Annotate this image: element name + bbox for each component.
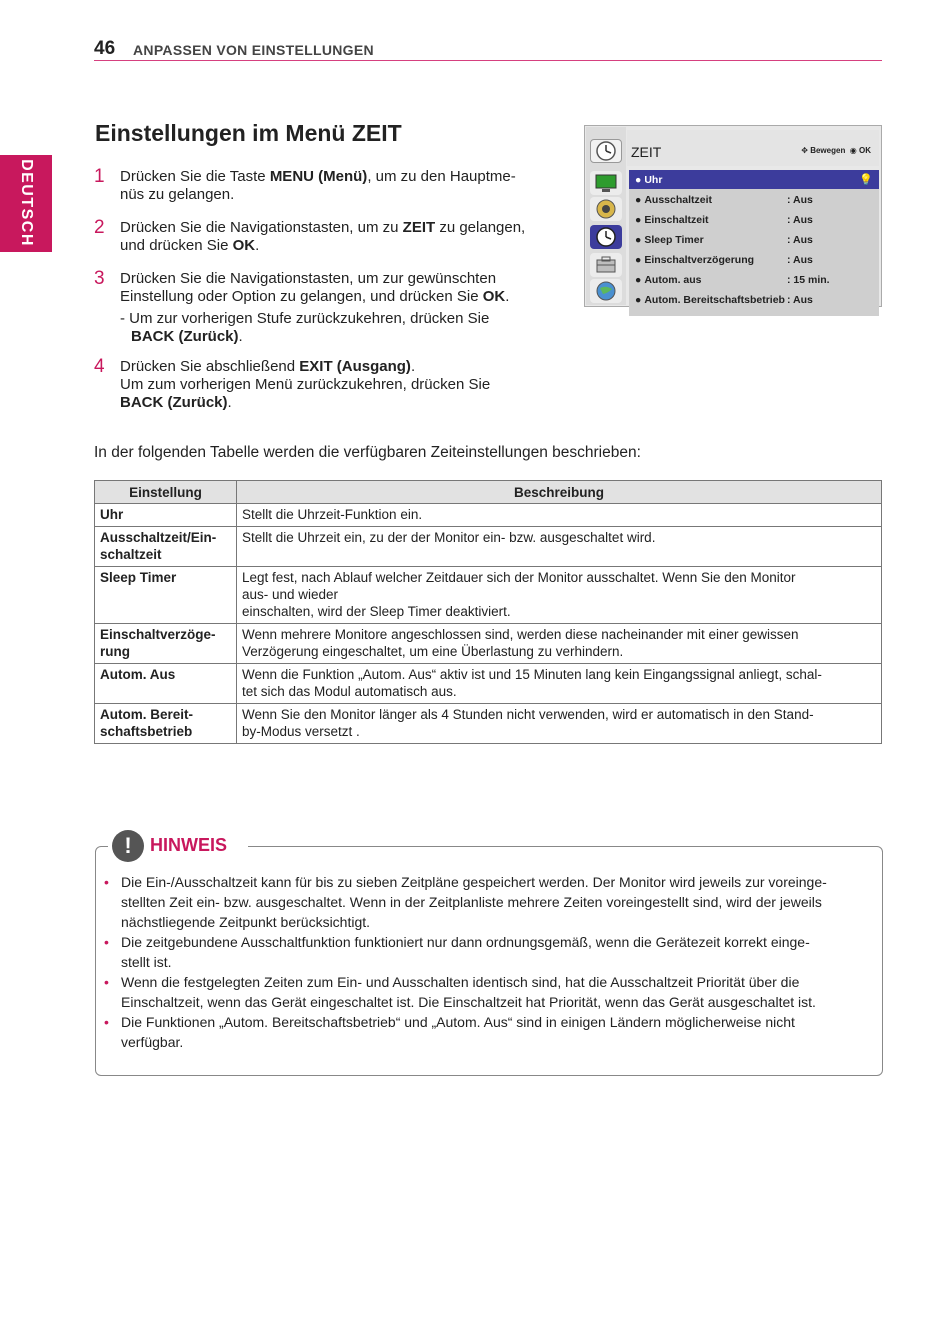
setting-description (237, 704, 882, 744)
osd-item-list (629, 170, 879, 316)
step-text: . (238, 328, 243, 345)
setting-name-text: schaltzeit (100, 547, 162, 562)
note-list (104, 872, 864, 1052)
setting-description-text: by-Modus versetzt . (242, 724, 360, 739)
step-text: , um zu den Hauptme- (367, 168, 516, 185)
step-number: 4 (94, 356, 105, 377)
table-row (95, 567, 882, 624)
note-text: stellt ist. (121, 954, 172, 970)
list-item (104, 1012, 864, 1052)
setting-description-text: Wenn mehrere Monitore angeschlossen sind, werden diese nacheinander mit einer gewissen (242, 627, 799, 642)
note-text: nächstliegende Zeitpunkt berücksichtigt. (121, 914, 371, 930)
setting-description-text: Wenn Sie den Monitor länger als 4 Stunden nicht verwenden, wird er automatisch in den Stand- (242, 707, 814, 722)
note-text: Wenn die festgelegten Zeiten zum Ein- und Ausschalten identisch sind, hat die Ausschaltzeit Priorität über die (121, 974, 800, 990)
step-key: BACK (Zurück) (120, 394, 228, 411)
step-key: ZEIT (402, 219, 436, 236)
step-number: 1 (94, 166, 105, 187)
note-text: Die Funktionen „Autom. Bereitschaftsbetrieb“ und „Autom. Aus“ sind in einigen Ländern möglicherweise nicht (121, 1014, 795, 1030)
step-text: Drücken Sie die Navigationstasten, um zu (120, 219, 403, 236)
step-text: . (410, 358, 416, 375)
osd-item-autom-bereitschaftsbetrieb[interactable]: ● Autom. Bereitschaftsbetrieb : Aus (635, 294, 813, 306)
step-key: OK (232, 237, 256, 254)
monitor-icon (590, 171, 622, 195)
setting-name (95, 664, 237, 704)
step-key: EXIT (Ausgang) (299, 358, 411, 375)
osd-nav-hint (801, 146, 871, 155)
step-text: Drücken Sie abschließend (120, 358, 300, 375)
note-text: Die zeitgebundene Ausschaltfunktion funktioniert nur dann ordnungsgemäß, wenn die Gerätezeit korrekt einge- (121, 934, 810, 950)
osd-item-label: Autom. aus (644, 274, 702, 286)
setting-description-text: tet sich das Modul automatisch aus. (242, 684, 457, 699)
section-title: ANPASSEN VON EINSTELLUNGEN (133, 42, 374, 58)
setting-description-text: Legt fest, nach Ablauf welcher Zeitdauer sich der Monitor ausschaltet. Wenn Sie den Monitor (242, 570, 796, 585)
step-text: Drücken Sie die Taste (120, 168, 270, 185)
osd-item-label: Autom. Bereitschaftsbetrieb (644, 294, 785, 306)
setting-name (95, 624, 237, 664)
note-text: Die Ein-/Ausschaltzeit kann für bis zu sieben Zeitpläne gespeichert werden. Der Monitor wird jeweils zur voreinge- (121, 874, 827, 890)
table-row (95, 624, 882, 664)
osd-item-value: : 15 min. (787, 274, 830, 286)
setting-description (237, 504, 882, 527)
settings-table (94, 480, 882, 744)
step-text: und drücken Sie (120, 237, 233, 254)
osd-item-uhr[interactable]: ● Uhr 💡 (629, 170, 879, 189)
step-text: . (227, 394, 232, 411)
table-row (95, 664, 882, 704)
osd-category-sidebar (586, 127, 626, 305)
osd-menu-screenshot (584, 125, 882, 307)
note-title: HINWEIS (150, 835, 228, 855)
globe-icon (590, 279, 622, 303)
osd-title: ZEIT (631, 144, 662, 160)
setting-description-text: Verzögerung eingeschaltet, um eine Überlastung zu verhindern. (242, 644, 624, 659)
osd-item-value: : Aus (787, 194, 813, 206)
osd-item-value: : Aus (787, 254, 813, 266)
note-text: Einschaltzeit, wenn das Gerät eingeschaltet ist. Die Einschaltzeit hat Priorität, wenn das Gerät ausgeschaltet ist. (121, 994, 816, 1010)
table-row (95, 527, 882, 567)
table-row (95, 704, 882, 744)
table-row (95, 504, 882, 527)
setting-name (95, 567, 237, 624)
clock-icon (590, 139, 622, 163)
step-4 (94, 358, 574, 412)
osd-item-value: : Aus (787, 234, 813, 246)
page-heading: Einstellungen im Menü ZEIT (95, 120, 402, 146)
step-1 (94, 168, 574, 204)
osd-item-label: Einschaltverzögerung (644, 254, 755, 266)
osd-item-einschaltverzoegerung[interactable]: ● Einschaltverzögerung : Aus (635, 254, 813, 266)
step-text: Um zum vorherigen Menü zurückzukehren, drücken Sie (120, 376, 491, 393)
bullet-icon: • (104, 934, 109, 950)
setting-description (237, 527, 882, 567)
step-text: Einstellung oder Option zu gelangen, und drücken Sie (120, 288, 483, 305)
note-text: stellten Zeit ein- bzw. ausgeschaltet. Wenn in der Zeitplanliste mehrere Zeiten voreingestellt sind, wird der jeweils (121, 894, 822, 910)
osd-item-sleep-timer[interactable]: ● Sleep Timer : Aus (635, 234, 813, 246)
step-key: BACK (Zurück) (131, 328, 239, 345)
note-text: verfügbar. (121, 1034, 184, 1050)
setting-name (95, 527, 237, 567)
step-text: Drücken Sie die Navigationstasten, um zur gewünschten (120, 270, 497, 287)
step-2 (94, 219, 574, 255)
header-rule (94, 60, 882, 61)
step-key: OK (482, 288, 506, 305)
setting-description (237, 567, 882, 624)
exclamation-icon: ! (112, 830, 144, 862)
setting-name-text: Ausschaltzeit/Ein- (100, 530, 217, 545)
language-tab-label: DEUTSCH (18, 159, 35, 247)
osd-item-value: : Aus (787, 214, 813, 226)
osd-item-ausschaltzeit[interactable]: ● Ausschaltzeit : Aus (635, 194, 813, 206)
bullet-icon: • (104, 974, 109, 990)
setting-name-text: Uhr (100, 507, 124, 522)
toolbox-icon (590, 253, 622, 277)
osd-item-autom-aus[interactable]: ● Autom. aus : 15 min. (635, 274, 830, 286)
step-text: . (255, 237, 260, 254)
table-header-row (95, 481, 882, 504)
speaker-icon (590, 197, 622, 221)
osd-nav-move: Bewegen (810, 146, 846, 155)
osd-item-einschaltzeit[interactable]: ● Einschaltzeit : Aus (635, 214, 813, 226)
setting-name (95, 504, 237, 527)
osd-item-label: Ausschaltzeit (644, 194, 713, 206)
step-text: . (505, 288, 510, 305)
clock-icon (590, 225, 622, 249)
step-key: MENU (Menü) (269, 168, 368, 185)
list-item (104, 932, 864, 972)
list-item (104, 872, 864, 932)
osd-item-value: : Aus (787, 294, 813, 306)
step-3 (94, 270, 574, 346)
arrows-icon: ✥ (801, 146, 808, 155)
bulb-icon: 💡 (859, 174, 873, 186)
step-number: 2 (94, 217, 105, 238)
setting-description (237, 624, 882, 664)
step-subnote: - Um zur vorherigen Stufe zurückzukehren, drücken Sie (120, 310, 490, 327)
step-text: nüs zu gelangen. (120, 186, 235, 203)
column-header: Einstellung (95, 481, 237, 504)
bullet-icon: • (104, 1014, 109, 1030)
bullet-icon: • (104, 874, 109, 890)
osd-item-label: Uhr (644, 174, 663, 186)
setting-description-text: aus- und wieder (242, 587, 339, 602)
setting-name-text: Autom. Aus (100, 667, 176, 682)
page-number: 46 (94, 38, 116, 59)
osd-header (627, 130, 879, 166)
setting-description (237, 664, 882, 704)
list-item (104, 972, 864, 1012)
step-number: 3 (94, 268, 105, 289)
setting-description-text: Stellt die Uhrzeit-Funktion ein. (242, 507, 423, 522)
osd-nav-ok: OK (859, 146, 871, 155)
step-text: zu gelangen, (435, 219, 526, 236)
setting-name (95, 704, 237, 744)
table-intro: In der folgenden Tabelle werden die verfügbaren Zeiteinstellungen beschrieben: (94, 444, 641, 461)
setting-description-text: Wenn die Funktion „Autom. Aus“ aktiv ist und 15 Minuten lang kein Eingangssignal anliegt, schal- (242, 667, 822, 682)
language-tab (0, 155, 52, 252)
ok-icon: ◉ (849, 146, 857, 155)
setting-name-text: Einschaltverzöge- (100, 627, 216, 642)
setting-description-text: einschalten, wird der Sleep Timer deaktiviert. (242, 604, 511, 619)
column-header: Beschreibung (237, 481, 882, 504)
osd-item-label: Einschaltzeit (644, 214, 709, 226)
setting-name-text: rung (100, 644, 130, 659)
osd-item-label: Sleep Timer (644, 234, 704, 246)
setting-name-text: Sleep Timer (100, 570, 177, 585)
setting-name-text: schaftsbetrieb (100, 724, 193, 739)
setting-name-text: Autom. Bereit- (100, 707, 194, 722)
setting-description-text: Stellt die Uhrzeit ein, zu der der Monitor ein- bzw. ausgeschaltet wird. (242, 530, 656, 545)
